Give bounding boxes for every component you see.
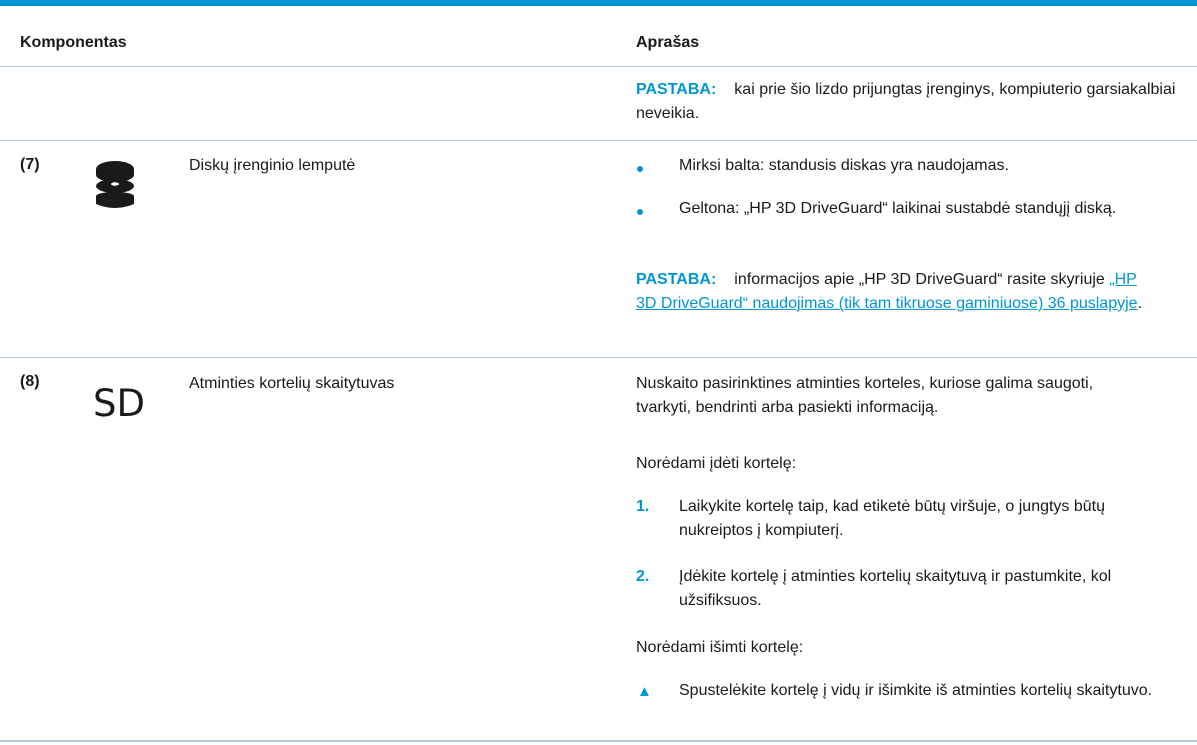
row-divider [0,140,1197,141]
row8-description: Nuskaito pasirinktines atminties korteles, kuriose galima saugoti, tvarkyti, bendrinti arba pasiekti informaciją. [636,375,1094,416]
row-divider [0,357,1197,358]
table-bottom-rule [0,740,1197,742]
table-top-rule [0,0,1197,6]
insert-step-2: Įdėkite kortelę į atminties kortelių skaitytuvą ir pastumkite, kol užsifiksuos. [679,568,1112,609]
sd-card-icon: SD [93,382,145,425]
step-number: 1. [636,498,650,515]
note-label: PASTABA: [636,271,717,288]
row8-name: Atminties kortelių skaitytuvas [189,375,395,392]
row7-number: (7) [20,156,40,173]
header-component: Komponentas [20,34,127,51]
driveguard-link[interactable]: „HP 3D DriveGuard“ naudojimas (tik tam tikruose gaminiuose) 36 puslapyje [636,271,1138,312]
note-text: informacijos apie „HP 3D DriveGuard“ rasite skyriuje [734,271,1105,288]
bullet-icon [637,166,643,172]
disk-drive-icon [94,160,136,216]
note-end: . [1137,295,1143,312]
note-label: PASTABA: [636,81,717,98]
triangle-bullet-icon: ▲ [637,683,652,700]
header-description: Aprašas [636,34,700,51]
note-continued [636,78,1176,126]
header-divider [0,66,1197,67]
remove-heading: Norėdami išimti kortelę: [636,639,804,656]
insert-step-1: Laikykite kortelę taip, kad etiketė būtų viršuje, o jungtys būtų nukreiptos į kompiuterį. [679,498,1106,539]
row8-number: (8) [20,373,40,390]
remove-step: Spustelėkite kortelę į vidų ir išimkite iš atminties kortelių skaitytuvo. [679,682,1153,699]
row7-bullet-1: Mirksi balta: standusis diskas yra naudojamas. [679,157,1009,174]
insert-heading: Norėdami įdėti kortelę: [636,455,797,472]
row7-name: Diskų įrenginio lemputė [189,157,356,174]
bullet-icon [637,209,643,215]
step-number: 2. [636,568,650,585]
note-text: kai prie šio lizdo prijungtas įrenginys, kompiuterio garsiakalbiai neveikia. [636,81,1176,122]
row7-bullet-2: Geltona: „HP 3D DriveGuard“ laikinai sustabdė standųjį diską. [679,200,1117,217]
row7-note [636,268,1156,316]
